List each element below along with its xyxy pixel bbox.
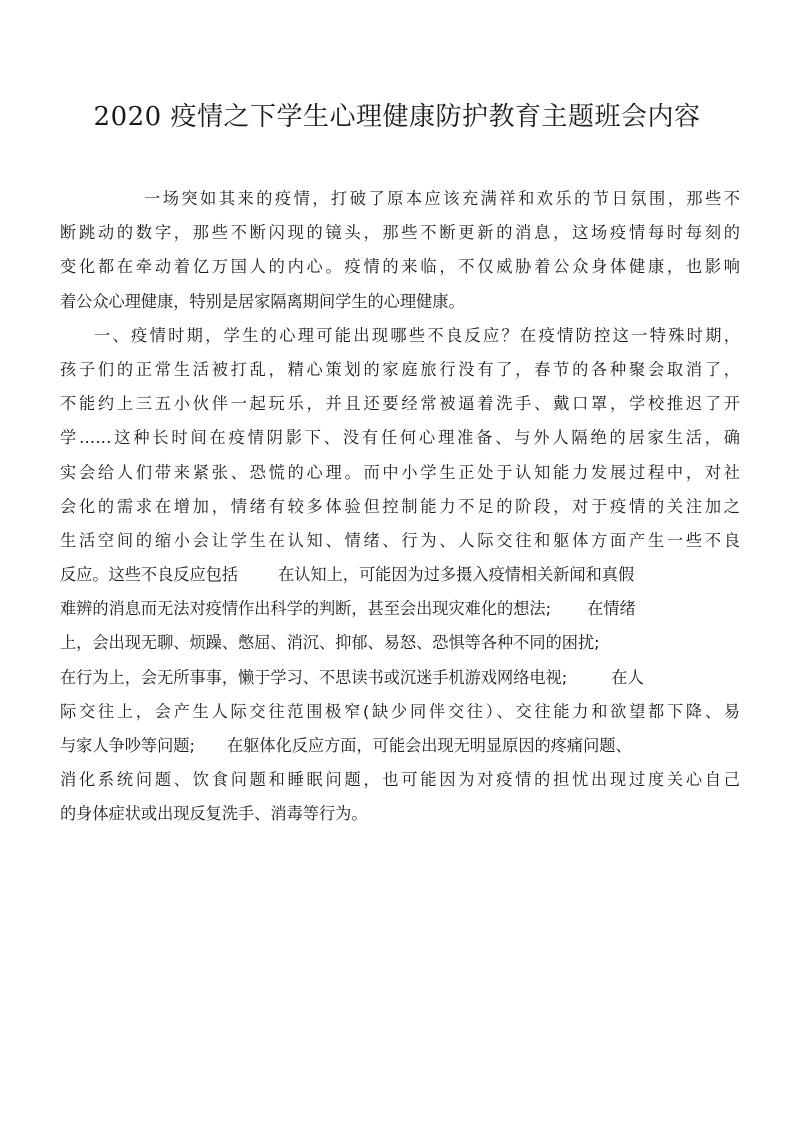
text-segment: 在认知上，可能因为过多摄入疫情相关新闻和真假: [278, 565, 635, 585]
paragraph-line: 断跳动的数字，那些不断闪现的镜头，那些不断更新的消息，这场疫情每时每刻的: [60, 223, 740, 243]
paragraph-line: 学……这种长时间在疫情阴影下、没有任何心理准备、与外人隔绝的居家生活，确: [60, 428, 740, 448]
paragraph-line: 会化的需求在增加，情绪有较多体验但控制能力不足的阶段，对于疫情的关注加之: [60, 496, 740, 516]
text-segment: 在躯体化反应方面，可能会出现无明显原因的疼痛问题、: [226, 736, 632, 755]
paragraph-line: [60, 729, 740, 763]
paragraph-line: 一场突如其来的疫情，打破了原本应该充满祥和欢乐的节日氛围，那些不: [144, 189, 740, 208]
paragraph-line: 孩子们的正常生活被打乱，精心策划的家庭旅行没有了，春节的各种聚会取消了，: [60, 359, 740, 379]
paragraph-line: 实会给人们带来紧张、恐慌的心理。而中小学生正处于认知能力发展过程中，对社: [60, 462, 740, 482]
paragraph-line: [60, 592, 740, 626]
paragraph-line: 一、疫情时期，学生的心理可能出现哪些不良反应？在疫情防控这一特殊时期，: [94, 325, 740, 345]
paragraph-line: [60, 558, 740, 592]
paragraph-line: [60, 661, 740, 695]
paragraph-line: 消化系统问题、饮食问题和睡眠问题，也可能因为对疫情的担忧出现过度关心自己: [60, 770, 740, 790]
text-segment: 在情绪: [587, 599, 636, 619]
paragraph-line: 际交往上，会产生人际交往范围极窄(缺少同伴交往）、交往能力和欲望都下降、易: [60, 701, 740, 721]
text-segment: 在行为上，会无所事事，懒于学习、不思读书或沉迷手机游戏网络电视;: [60, 667, 568, 687]
paragraph-line: 的身体症状或出现反复洗手、消毒等行为。: [60, 804, 368, 824]
text-segment: 反应。这些不良反应包括: [60, 565, 239, 585]
text-segment: 与家人争吵等问题;: [60, 736, 195, 755]
document-title: 2020 疫情之下学生心理健康防护教育主题班会内容: [93, 102, 701, 132]
text-segment: 难辨的消息而无法对疫情作出科学的判断，甚至会出现灾难化的想法;: [60, 599, 552, 619]
paragraph-line: 不能约上三五小伙伴一起玩乐，并且还要经常被逼着洗手、戴口罩，学校推迟了开: [60, 394, 740, 414]
text-segment: 在人: [611, 667, 644, 687]
paragraph-line: 上，会出现无聊、烦躁、憋屈、消沉、抑郁、易怒、恐惧等各种不同的困扰;: [60, 633, 600, 653]
paragraph-line: 着公众心理健康，特别是居家隔离期间学生的心理健康。: [60, 291, 465, 311]
paragraph-line: 生活空间的缩小会让学生在认知、情绪、行为、人际交往和躯体方面产生一些不良: [60, 530, 740, 550]
document-body: [60, 182, 740, 832]
paragraph-line: 变化都在牵动着亿万国人的内心。疫情的来临，不仅威胁着公众身体健康，也影响: [60, 257, 740, 277]
